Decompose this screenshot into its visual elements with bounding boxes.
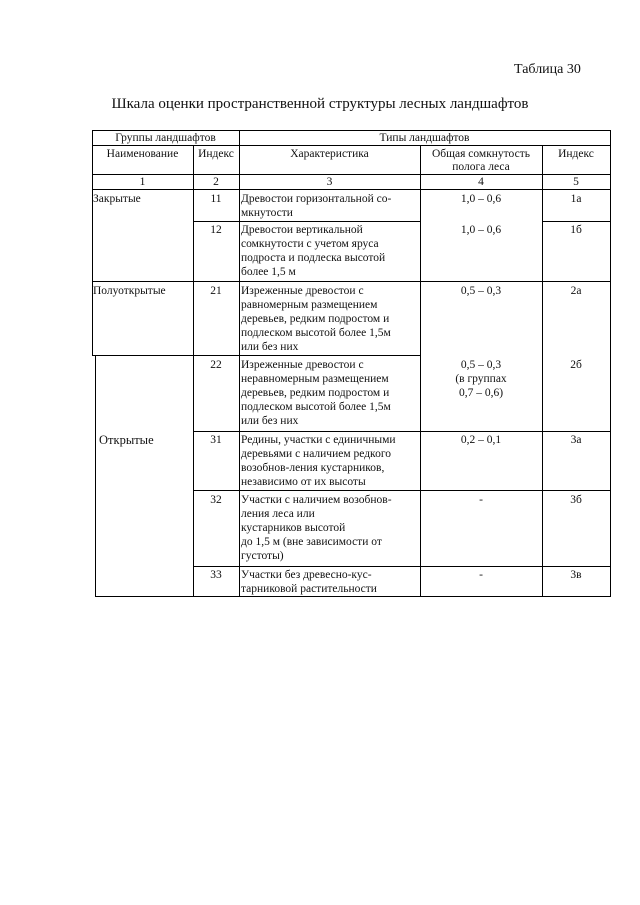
group-name-semi-open: Полуоткрытые <box>93 285 166 297</box>
rule-left <box>92 130 93 356</box>
row-12-characteristic-line-1: Древостои вертикальной <box>241 224 363 236</box>
row-32-characteristic-line-1: Участки с наличием возобнов- <box>241 494 392 506</box>
table-title: Шкала оценки пространственной структуры лесных ландшафтов <box>111 96 529 112</box>
column-number-4: 4 <box>478 176 484 188</box>
row-32-density: - <box>479 494 483 506</box>
column-header-index-2: Индекс <box>558 148 594 160</box>
column-header-density-line2: полога леса <box>452 161 510 173</box>
row-32-index: 32 <box>210 494 222 506</box>
row-11-index: 11 <box>210 193 222 205</box>
row-33-index: 33 <box>210 569 222 581</box>
row-33-density: - <box>479 569 483 581</box>
row-22-characteristic-line-3: деревьев, редким подростом и <box>241 387 390 399</box>
column-header-name: Наименование <box>106 148 179 160</box>
row-21-characteristic-line-2: равномерным размещением <box>241 299 378 311</box>
column-number-3: 3 <box>326 176 333 188</box>
row-22-code: 2б <box>570 359 582 371</box>
column-header-index: Индекс <box>198 148 234 160</box>
column-number-1: 1 <box>139 176 146 188</box>
row-21-characteristic-line-1: Изреженные древостои с <box>241 285 364 297</box>
row-22-index: 22 <box>210 359 222 371</box>
row-22-characteristic-line-5: или без них <box>241 415 299 427</box>
group-name-closed: Закрытые <box>93 193 141 205</box>
rule-right <box>610 130 611 597</box>
row-31-characteristic-line-3: возобнов-ления кустарников, <box>241 462 385 474</box>
row-32-characteristic-line-5: густоты) <box>241 550 284 562</box>
row-21-characteristic-line-3: деревьев, редким подростом и <box>241 313 390 325</box>
row-12-characteristic-line-3: подроста и подлеска высотой <box>241 252 386 264</box>
rule-row-11b <box>542 221 610 222</box>
row-32-characteristic-line-3: кустарников высотой <box>241 522 346 534</box>
column-header-density-line1: Общая сомкнутость <box>432 148 530 160</box>
row-11-code: 1а <box>570 193 582 205</box>
rule-col-index <box>239 130 240 597</box>
types-header: Типы ландшафтов <box>379 132 470 144</box>
row-33-code: 3в <box>570 569 582 581</box>
rule-group-2 <box>92 355 420 356</box>
row-33-characteristic-line-1: Участки без древесно-кус- <box>241 569 372 581</box>
row-21-code: 2а <box>570 285 582 297</box>
row-12-characteristic-line-4: более 1,5 м <box>241 266 296 278</box>
row-33-characteristic-line-2: тарниковой растительности <box>241 583 377 595</box>
row-12-code: 1б <box>570 224 582 236</box>
rule-row-31 <box>193 490 610 491</box>
row-31-characteristic-line-1: Редины, участки с единичными <box>241 434 396 446</box>
rule-row-32 <box>193 566 610 567</box>
row-12-index: 12 <box>210 224 222 236</box>
column-number-2: 2 <box>213 176 219 188</box>
row-31-characteristic-line-2: деревьями с наличием редкого <box>241 448 391 460</box>
row-11-characteristic-line-1: Древостои горизонтальной со- <box>241 193 392 205</box>
rule-left-lower <box>95 356 96 597</box>
row-22-characteristic-line-1: Изреженные древостои с <box>241 359 364 371</box>
row-21-density: 0,5 – 0,3 <box>460 285 502 297</box>
row-31-code: 3а <box>570 434 582 446</box>
row-11-characteristic-line-2: мкнутости <box>241 207 293 219</box>
row-22-characteristic-line-2: неравномерным размещением <box>241 373 389 385</box>
rule-group-1 <box>92 281 610 282</box>
group-name-open: Открытые <box>99 433 154 447</box>
row-22-density-line-2: (в группах <box>455 373 507 385</box>
rule-row-11 <box>193 221 420 222</box>
row-31-index: 31 <box>210 434 222 446</box>
rule-row-22 <box>193 431 610 432</box>
table-number: Таблица 30 <box>514 62 581 77</box>
column-header-characteristic: Характеристика <box>290 148 369 160</box>
row-31-density: 0,2 – 0,1 <box>460 434 502 446</box>
row-22-density-line-1: 0,5 – 0,3 <box>460 359 502 371</box>
row-21-characteristic-line-5: или без них <box>241 341 299 353</box>
row-21-characteristic-line-4: подлеском высотой более 1,5м <box>241 327 391 339</box>
row-31-characteristic-line-4: независимо от их высоты <box>241 476 366 488</box>
row-12-density: 1,0 – 0,6 <box>460 224 502 236</box>
row-22-density-line-3: 0,7 – 0,6) <box>458 387 504 399</box>
row-32-code: 3б <box>570 494 582 506</box>
row-32-characteristic-line-4: до 1,5 м (вне зависимости от <box>241 536 382 548</box>
row-32-characteristic-line-2: ления леса или <box>241 508 315 520</box>
row-11-density: 1,0 – 0,6 <box>460 193 502 205</box>
column-number-5: 5 <box>573 176 579 188</box>
group-header: Группы ландшафтов <box>115 132 216 144</box>
row-21-index: 21 <box>210 285 222 297</box>
row-22-characteristic-line-4: подлеском высотой более 1,5м <box>241 401 391 413</box>
row-12-characteristic-line-2: сомкнутости с учетом яруса <box>241 238 379 250</box>
